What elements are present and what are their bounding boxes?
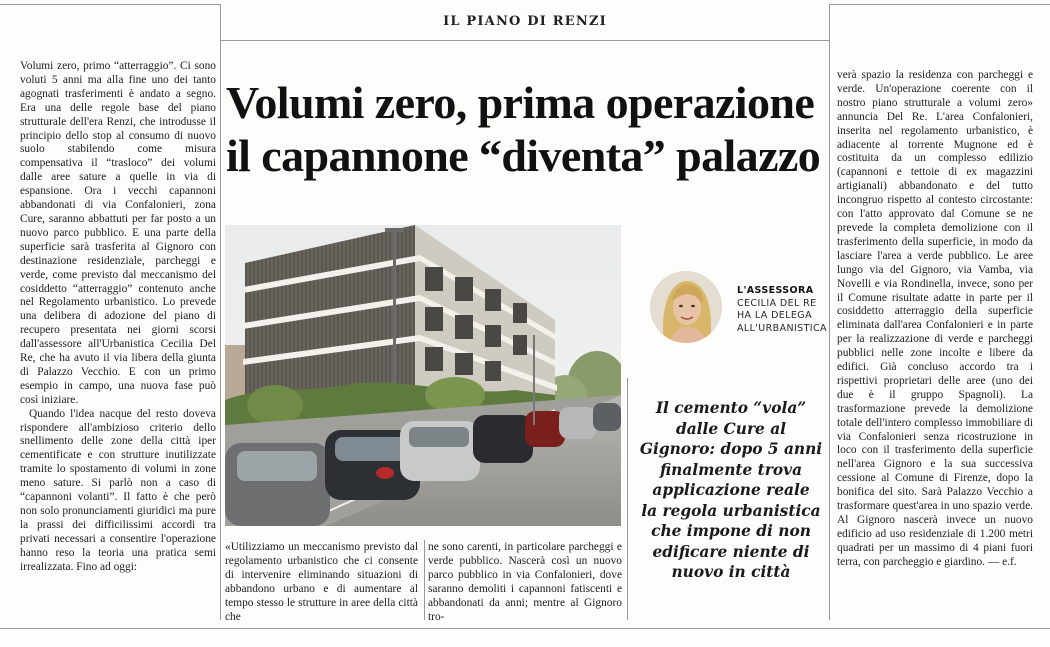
pull-quote-line: edificare niente di xyxy=(652,542,810,561)
assessor-role-2: ALL'URBANISTICA xyxy=(737,322,827,334)
headline-line-1: Volumi zero, prima operazione xyxy=(226,77,815,128)
paragraph: Volumi zero, primo “atterraggio”. Ci sono voluti 5 anni ma alla fine uno dei tanto agognati trasferimenti è andato a segno. Era una delle regole base del piano strutturale dell'era Renzi, che introdusse il principio dello stop al consumo di nuovo suolo stabilendo come misura compensativa il “trasloco” dei volumi dalle aree sature a quelle in via di espansione. Ora i vecchi capannoni abbandonati di via Confalonieri, zona Cure, saranno abbattuti per far posto a un nuovo parco pubblico. E una parte della superficie sarà trasferita al Gignoro con destinazione residenziale, parcheggi e verde, come previsto dal meccanismo del cosiddetto “atterraggio” contenuto anche nel Regolamento urbanistico. Lo prevede una delibera di adozione del piano di recupero presentata nei giorni scorsi dall'assessore all'Urbanistica Cecilia Del Re, che ha avuto il via libera della giunta di Palazzo Vecchio. E con un primo esempio in campo, una nuova fase può così iniziare. xyxy=(20,60,216,406)
pull-quote-line: Il cemento “vola” xyxy=(655,399,807,417)
article-headline xyxy=(226,76,826,182)
pull-quote-line: Gignoro: dopo 5 anni xyxy=(639,440,823,458)
column-rule-left xyxy=(220,4,221,620)
paragraph: Quando l'idea nacque del resto doveva rispondere all'ambizioso criterio dello snellimento delle zone della città iper cementificate e con strutture inutilizzate tramite lo spostamento di volumi in zone meno sature. Si parlò non a caso di “capannoni volanti”. Il fatto è che però non solo pronunciamenti giuridici ma pure la prassi dei difficilissimi accordi tra privati necessari a consentire l'operazione hanno reso la teoria una pratica semi irrealizzata. Fino ad oggi: xyxy=(20,407,216,573)
pull-quote-line: applicazione reale xyxy=(652,481,810,499)
pull-quote-line: finalmente trova xyxy=(659,460,803,479)
article-column-left xyxy=(20,60,216,575)
pull-quote-line: che impone di non xyxy=(651,522,811,540)
kicker-rule xyxy=(221,40,829,41)
paragraph: «Utilizziamo un meccanismo previsto dal regolamento urbanistico che ci consente di intervenire eliminando situazioni di abbandono urbano e di aumentare al tempo stesso le strutture in aree della città che xyxy=(225,541,418,623)
top-rule-right xyxy=(829,4,1050,5)
column-rule-mid xyxy=(424,540,425,620)
pull-quote-line: la regola urbanistica xyxy=(641,501,821,520)
article-column-middle-b xyxy=(428,541,622,624)
pull-quote-line: nuovo in città xyxy=(671,563,791,581)
pull-quote xyxy=(635,398,827,583)
paragraph: verà spazio la residenza con parcheggi e verde. Un'operazione coerente con il nostro piano strutturale a volumi zero» annuncia Del Re. L'area Confalonieri, inserita nel regolamento urbanistico, è adiacente al torrente Mugnone ed è costituita da un complesso edilizio (capannoni e tettoie di ex magazzini artigianali) abbandonato e del tutto incongruo rispetto al contesto circostante: con l'atto approvato dal Comune se ne prevede la completa demolizione con il trasferimento della superficie, in modo da lasciare l'area a verde pubblico. Le aree lungo via del Gignoro, via Vamba, via Novelli e via Rondinella, invece, sono per il Comune risultate adatte in parte per il cosiddetto atterraggio della superficie eliminata dall'area Confalonieri e in parte per la realizzazione di verde e parcheggi pubblici nelle zone incolte e libere da edifici. Già concluso accordo tra i rispettivi proprietari delle aree (uno dei due è il gruppo Spagnoli). La trasformazione prevede la demolizione totale dell'intero complesso immobiliare di via Confalonieri senza ricostruzione in loco con il trasferimento della superficie nell'area Gignoro e la sua successiva cessione al Comune di Firenze, dopo la bonifica del sito. Sarà Palazzo Vecchio a trasformare quest'area in uno spazio verde. Al Gignoro nascerà invece un nuovo edificio ad uso residenziale di 1.200 metri quadrati per un massimo di 4 piani fuori terra, con parcheggio e giardino. — e.f. xyxy=(837,69,1033,568)
article-column-right xyxy=(837,69,1033,570)
article-column-middle-a xyxy=(225,541,418,624)
section-kicker: IL PIANO DI RENZI xyxy=(443,14,607,29)
assessor-caption xyxy=(737,285,837,335)
assessor-role-1: HA LA DELEGA xyxy=(737,310,812,321)
avatar xyxy=(650,271,722,343)
pull-quote-line: dalle Cure al xyxy=(675,419,787,438)
portrait-illustration xyxy=(650,271,722,343)
column-rule-quote xyxy=(627,378,628,620)
building-photo-illustration xyxy=(225,225,621,526)
building-photo xyxy=(225,225,621,526)
assessor-name: CECILIA DEL RE xyxy=(737,297,817,309)
bottom-rule xyxy=(0,628,1050,629)
headline-line-2: il capannone “diventa” palazzo xyxy=(226,130,821,181)
top-rule-left xyxy=(0,4,220,5)
assessor-title: L'ASSESSORA xyxy=(737,285,814,296)
paragraph: ne sono carenti, in particolare parcheggi e verde pubblico. Nascerà così un nuovo parco pubblico in via Confalonieri, dove saranno demoliti i capannoni fatiscenti e abbandonati da anni; mentre al Gignoro tro- xyxy=(428,541,622,623)
